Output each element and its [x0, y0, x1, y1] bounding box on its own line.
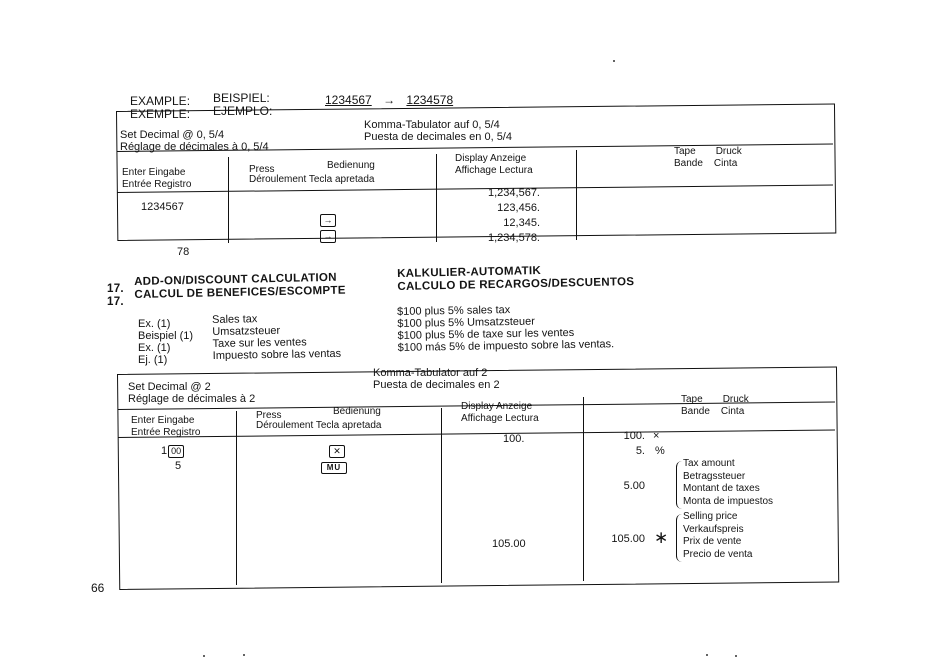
tape-value: 105.00	[611, 533, 645, 545]
display-value: 1,234,578.	[488, 232, 540, 244]
set-decimal-fr: Réglage de décimales à 2	[128, 393, 256, 405]
ex-desc: Taxe sur les ventes	[212, 336, 307, 350]
price-labels	[683, 511, 753, 561]
tax-label: Tax amount	[683, 458, 735, 469]
header-enter: Enter Eingabe	[122, 167, 186, 178]
t2-display-1: 100.	[503, 433, 525, 445]
t1-display-values	[470, 186, 540, 246]
tape-value: 100.	[623, 430, 645, 442]
price-label: Selling price	[683, 511, 738, 522]
set-decimal-en: Set Decimal @ 2	[128, 381, 211, 393]
tape-sym: ×	[653, 430, 660, 442]
section-number	[107, 283, 124, 309]
scan-speck	[735, 655, 737, 657]
header-affichage: Affichage Lectura	[455, 165, 533, 176]
ex-desc: Umsatzsteuer	[212, 324, 281, 338]
scan-speck	[243, 654, 245, 656]
komma-es: Puesta de decimales en 0, 5/4	[364, 131, 512, 143]
table-2-header-tape	[681, 394, 749, 418]
section-title-es: CALCULO DE RECARGOS/DESCUENTOS	[397, 276, 635, 293]
asterisk-icon: ∗	[654, 528, 669, 547]
example-from: 1234567	[325, 93, 372, 107]
table-2-col-divider-3	[583, 397, 584, 581]
ex-label: Beispiel (1)	[138, 330, 194, 342]
table-1-header-display	[455, 153, 533, 177]
tape-value: 5.	[635, 445, 645, 457]
example-label-fr: EXEMPLE:	[130, 107, 191, 121]
komma-es: Puesta de decimales en 2	[373, 379, 500, 391]
price-label: Precio de venta	[683, 548, 753, 560]
price-label: Prix de vente	[683, 536, 742, 547]
multiply-key: ✕	[329, 445, 345, 458]
section-title-fr: CALCUL DE BENEFICES/ESCOMPTE	[134, 284, 346, 301]
example-1-labels	[138, 318, 193, 366]
brace-price	[676, 514, 682, 562]
tax-label: Betragssteuer	[683, 470, 746, 482]
tape-sym: %	[655, 445, 665, 457]
section-title-en-fr	[134, 272, 346, 302]
header-deroulement: Déroulement Tecla apretada	[256, 420, 382, 431]
section-title-de: KALKULIER-AUTOMATIK	[397, 264, 542, 280]
tax-labels	[683, 458, 773, 508]
display-value: 123,456.	[497, 202, 540, 214]
komma-de: Komma-Tabulator auf 2	[373, 367, 488, 379]
header-tape-row-1	[681, 394, 749, 406]
table-2-header-enter	[131, 415, 200, 439]
example-1-desc	[212, 312, 341, 362]
display-value: 1,234,567.	[488, 187, 540, 199]
t2-enter-1	[161, 444, 184, 459]
t1-enter-value-2: 78	[177, 246, 190, 258]
page-number: 66	[91, 581, 105, 595]
t1-enter-value-1: 1234567	[141, 201, 184, 213]
komma-de: Komma-Tabulator auf 0, 5/4	[364, 119, 500, 131]
section-number-2: 17.	[107, 296, 124, 308]
example-label-en: EXAMPLE:	[130, 94, 191, 108]
table-1-set-decimal	[120, 129, 269, 153]
header-cinta: Cinta	[713, 158, 738, 169]
header-cinta: Cinta	[720, 406, 745, 417]
ex-desc: Impuesto sobre las ventas	[212, 347, 342, 362]
header-bande: Bande	[674, 158, 703, 169]
header-tape-row-2	[674, 158, 742, 170]
header-press: Press	[249, 164, 275, 175]
header-tape: Tape	[674, 146, 696, 157]
ex-label: Ex. (1)	[138, 318, 171, 330]
t2-enter-2: 5	[175, 460, 182, 472]
example-label-es: EJEMPLO:	[213, 104, 273, 118]
arrow-key-1: →	[320, 214, 336, 227]
table-1-col-divider-3	[576, 150, 577, 240]
header-display: Display Anzeige	[455, 153, 527, 164]
mu-key: MU	[321, 462, 347, 474]
section-number-1: 17.	[107, 283, 124, 295]
header-druck: Druck	[722, 394, 749, 405]
display-value: 12,345.	[503, 217, 540, 229]
ex-right: $100 plus 5% sales tax	[397, 304, 511, 318]
ex-right: $100 más 5% de impuesto sobre las ventas.	[397, 338, 615, 354]
example-conversion	[325, 94, 453, 107]
section-title-de-es	[397, 263, 634, 294]
table-1-komma	[364, 119, 512, 143]
header-tape-row-2	[681, 406, 749, 418]
arrow-key-2: →	[320, 230, 336, 243]
scan-speck	[706, 654, 708, 656]
header-entree: Entrée Registro	[122, 179, 192, 190]
scan-speck	[203, 655, 205, 657]
enter-digit: 1	[161, 445, 168, 457]
example-to: 1234578	[406, 93, 454, 107]
header-bedienung: Bedienung	[333, 406, 381, 417]
ex-right: $100 plus 5% de taxe sur les ventes	[397, 326, 575, 342]
tax-label: Montant de taxes	[683, 483, 760, 494]
table-1-col-divider-2	[436, 154, 437, 242]
table-1-header-tape	[674, 146, 742, 170]
header-druck: Druck	[715, 146, 742, 157]
arrow-icon: →	[383, 93, 396, 107]
header-deroulement: Déroulement Tecla apretada	[249, 174, 375, 185]
tax-label: Monta de impuestos	[683, 495, 774, 507]
header-tape-row-1	[674, 146, 742, 158]
table-1-header-enter	[122, 167, 191, 191]
arrow-key-icon	[320, 226, 336, 244]
ex-right: $100 plus 5% Umsatzsteuer	[397, 315, 535, 330]
table-2-komma	[373, 367, 500, 391]
table-2-col-divider-2	[441, 408, 442, 583]
example-label-de: BEISPIEL:	[213, 91, 270, 105]
t2-display-2: 105.00	[492, 538, 526, 550]
ex-desc: Sales tax	[212, 313, 258, 326]
table-2-set-decimal	[128, 381, 255, 405]
table-2-header-display	[461, 401, 539, 425]
tape-value: 5.00	[623, 480, 645, 492]
price-label: Verkaufspreis	[683, 523, 744, 535]
set-decimal-en: Set Decimal @ 0, 5/4	[120, 129, 225, 141]
header-affichage: Affichage Lectura	[461, 413, 539, 424]
header-display: Display Anzeige	[461, 401, 533, 412]
header-tape: Tape	[681, 394, 703, 405]
example-1-right	[397, 302, 614, 354]
section-title-en: ADD-ON/DISCOUNT CALCULATION	[134, 271, 337, 288]
header-press: Press	[256, 410, 282, 421]
ex-label: Ej. (1)	[138, 354, 168, 366]
set-decimal-fr: Réglage de décimales à 0, 5/4	[120, 141, 269, 153]
header-entree: Entrée Registro	[131, 427, 201, 438]
table-2-col-divider-1	[236, 411, 237, 585]
header-bande: Bande	[681, 406, 710, 417]
header-enter: Enter Eingabe	[131, 415, 195, 426]
scan-speck	[613, 60, 615, 62]
header-bedienung: Bedienung	[327, 160, 375, 171]
double-zero-key: 00	[168, 445, 184, 458]
brace-tax	[676, 461, 682, 509]
ex-label: Ex. (1)	[138, 342, 171, 354]
table-1-col-divider-1	[228, 157, 229, 243]
mu-key-icon	[321, 457, 347, 475]
